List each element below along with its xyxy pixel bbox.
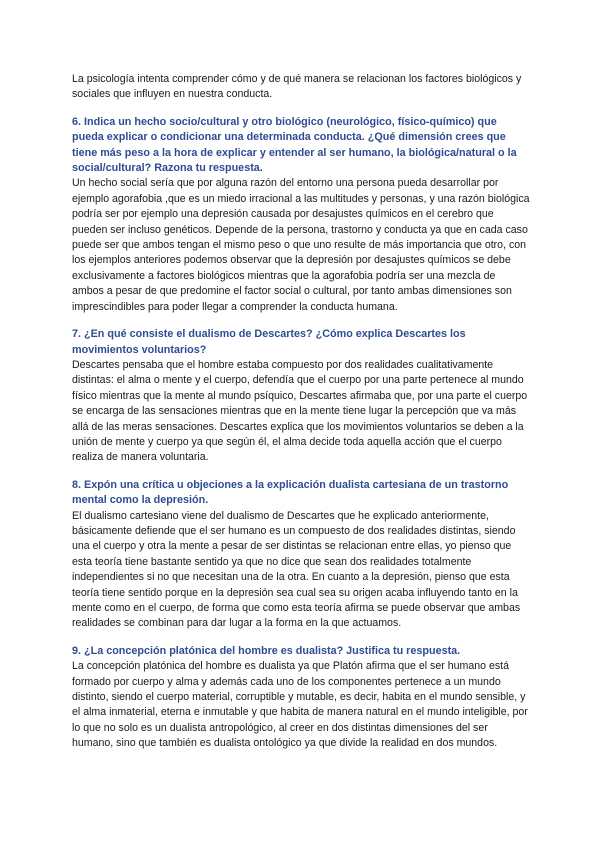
answer-7: Descartes pensaba que el hombre estaba compuesto por dos realidades cualitativamente distintas: el alma o mente y el cuerpo, defendía que el cuerpo por una parte pertenece al mundo físico mientras que la mente al mundo psíquico, Descartes afirmaba que, por una parte el cuerpo se encarga de las sensaciones mientras que en la mente tiene lugar la percepción que va más allá de las meras sensaciones. Descartes explica que los movimientos voluntarios se deben a la unión de mente y cuerpo ya que según él, el alma decide toda aquella acción que el cuerpo realiza de manera voluntaria.: [72, 358, 528, 464]
question-6: 6. Indica un hecho socio/cultural y otro biológico (neurológico, físico-químico) que pueda explicar o condicionar una determinada conducta. ¿Qué dimensión crees que tiene más peso a la hora de explicar y entender al ser humano, la biológica/natural o la social/cultural? Razona tu respuesta.: [72, 115, 517, 175]
answer-8: El dualismo cartesiano viene del dualismo de Descartes que he explicado anteriormente, básicamente defiende que el ser humano es un compuesto de dos realidades distintas, siendo una el cuerpo y otra la mente a pesar de ser distintas se relacionan entre ellas, yo pienso que esta teoría tiene bastante sentido ya que no dice que sean dos realidades totalmente independientes si no que necesitan una de la otra. En cuanto a la depresión, pienso que esta teoría tiene sentido porque en la depresión sea cual sea su origen acaba influyendo tanto en la mente como en el cuerpo, de forma que como esta teoría afirma se puede observar que ambas realidades se combinan para dar lugar a la forma en la que actuamos.: [72, 509, 521, 630]
section-8: [72, 478, 530, 632]
section-6: [72, 115, 530, 315]
question-9: 9. ¿La concepción platónica del hombre es dualista? Justifica tu respuesta.: [72, 644, 461, 657]
question-8: 8. Expón una crítica u objeciones a la explicación dualista cartesiana de un trastorno mental como la depresión.: [72, 478, 509, 507]
answer-9: La concepción platónica del hombre es dualista ya que Platón afirma que el ser humano está formado por cuerpo y alma y además cada uno de los componentes pertenece a un mundo distinto, siendo el cuerpo material, corruptible y mutable, es decir, habita en el mundo sensible, y el alma inmaterial, eterna e inmutable y que habita de manera natural en el mundo inteligible, por lo que no solo es un dualista antropológico, al creer en dos distintas dimensiones del ser humano, sino que también es dualista ontológico ya que divide la realidad en dos mundos.: [72, 660, 528, 750]
section-7: [72, 327, 530, 466]
answer-6: Un hecho social sería que por alguna razón del entorno una persona pueda desarrollar por ejemplo agorafobia ,que es un miedo irracional a las multitudes y personas, y una razón biológica podría ser por ejemplo una depresión causada por desajustes químicos en el cerebro que pueden ser incluso genéticos. Depende de la persona, trastorno y conducta ya que en cada caso puede ser que ambos tengan el mismo peso o que uno resulte de más importancia que otro, con los ejemplos anteriores podemos observar que la depresión por desajustes químicos se debe exclusivamente a factores biológicos mientras que la agorafobia podría ser una mezcla de ambos a pesar de que predomine el factor social o cultural, por tanto ambas dimensiones son imprescindibles para poder llegar a comprender la conducta humana.: [72, 177, 530, 313]
intro-paragraph: La psicología intenta comprender cómo y de qué manera se relacionan los factores biológicos y sociales que influyen en nuestra conducta.: [72, 73, 522, 101]
question-7: 7. ¿En qué consiste el dualismo de Descartes? ¿Cómo explica Descartes los movimientos voluntarios?: [72, 328, 466, 356]
section-9: [72, 644, 530, 752]
